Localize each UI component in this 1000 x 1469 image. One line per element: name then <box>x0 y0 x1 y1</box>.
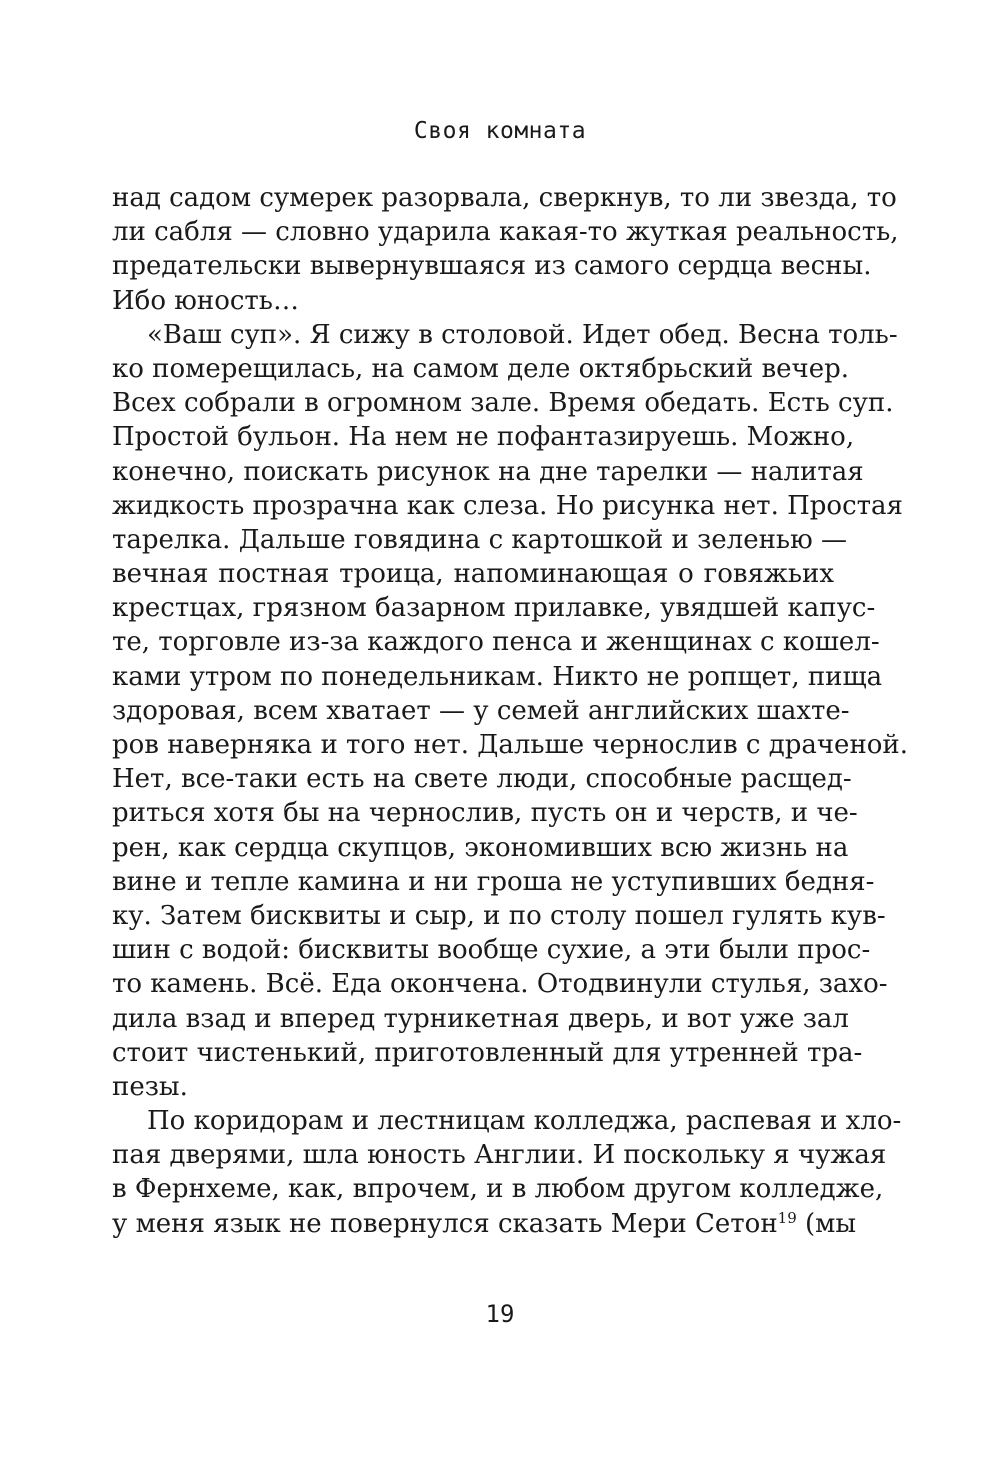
text-line: ко померещилась, на самом деле октябрьский вечер. <box>112 353 850 384</box>
text-line: Ибо юность… <box>112 285 299 316</box>
text-line: предательски вывернувшаяся из самого сердца весны. <box>112 251 872 282</box>
footnote-marker: 19 <box>777 1208 797 1227</box>
text-line: дила взад и вперед турникетная дверь, и вот уже зал <box>112 1003 849 1034</box>
text-line: ров наверняка и того нет. Дальше чернослив с драченой. <box>112 730 909 760</box>
text-line: пезы. <box>112 1071 188 1102</box>
text-line: вечная постная троица, напоминающая о говяжьих <box>112 559 834 590</box>
paragraph-start-line: «Ваш суп». Я сижу в столовой. Идет обед. Весна толь- <box>147 319 898 350</box>
text-line: здоровая, всем хватает — у семей английских шахте- <box>112 695 850 726</box>
text-line: над садом сумерек разорвала, сверкнув, то ли звезда, то <box>112 183 897 213</box>
text-line: крестцах, грязном базарном прилавке, увядшей капус- <box>112 593 876 624</box>
text-fragment: у меня язык не повернулся сказать Мери Сетон <box>112 1208 778 1239</box>
text-line: рен, как сердца скупцов, экономивших всю жизнь на <box>112 832 849 863</box>
text-line: пая дверями, шла юность Англии. И поскольку я чужая <box>112 1140 887 1171</box>
body-text <box>112 181 909 1241</box>
text-line: те, торговле из-за каждого пенса и женщинах с кошел- <box>112 627 880 658</box>
text-line: Простой бульон. На нем не пофантазируешь. Можно, <box>112 422 855 453</box>
text-line: жидкость прозрачна как слеза. Но рисунка нет. Простая <box>112 490 903 521</box>
text-line: ку. Затем бисквиты и сыр, и по столу пошел гулять кув- <box>112 900 886 931</box>
text-fragment: (мы <box>805 1208 857 1239</box>
text-line: конечно, поискать рисунок на дне тарелки — налитая <box>112 456 864 487</box>
text-line: тарелка. Дальше говядина с картошкой и зеленью — <box>112 524 847 555</box>
running-head: Своя комната <box>413 118 587 144</box>
text-line: вине и тепле камина и ни гроша не уступивших бедня- <box>112 866 875 897</box>
text-line: риться хотя бы на чернослив, пусть он и черств, и че- <box>112 798 858 829</box>
text-line: то камень. Всё. Еда окончена. Отодвинули стулья, захо- <box>112 969 888 1000</box>
text-line: в Фернхеме, как, впрочем, и в любом другом колледже, <box>112 1174 884 1205</box>
text-line: ками утром по понедельникам. Никто не ропщет, пища <box>112 661 883 692</box>
text-line: Всех собрали в огромном зале. Время обедать. Есть суп. <box>112 388 894 419</box>
text-line: Нет, все-таки есть на свете люди, способные расщед- <box>112 764 852 795</box>
text-line <box>112 1207 857 1241</box>
page-number: 19 <box>485 1300 515 1328</box>
text-line: шин с водой: бисквиты вообще сухие, а эти были прос- <box>112 935 871 966</box>
paragraph-start-line: По коридорам и лестницам колледжа, распевая и хло- <box>147 1106 902 1137</box>
text-line: ли сабля — словно ударила какая-то жуткая реальность, <box>112 217 899 248</box>
text-line: стоит чистенький, приготовленный для утренней тра- <box>112 1037 863 1068</box>
